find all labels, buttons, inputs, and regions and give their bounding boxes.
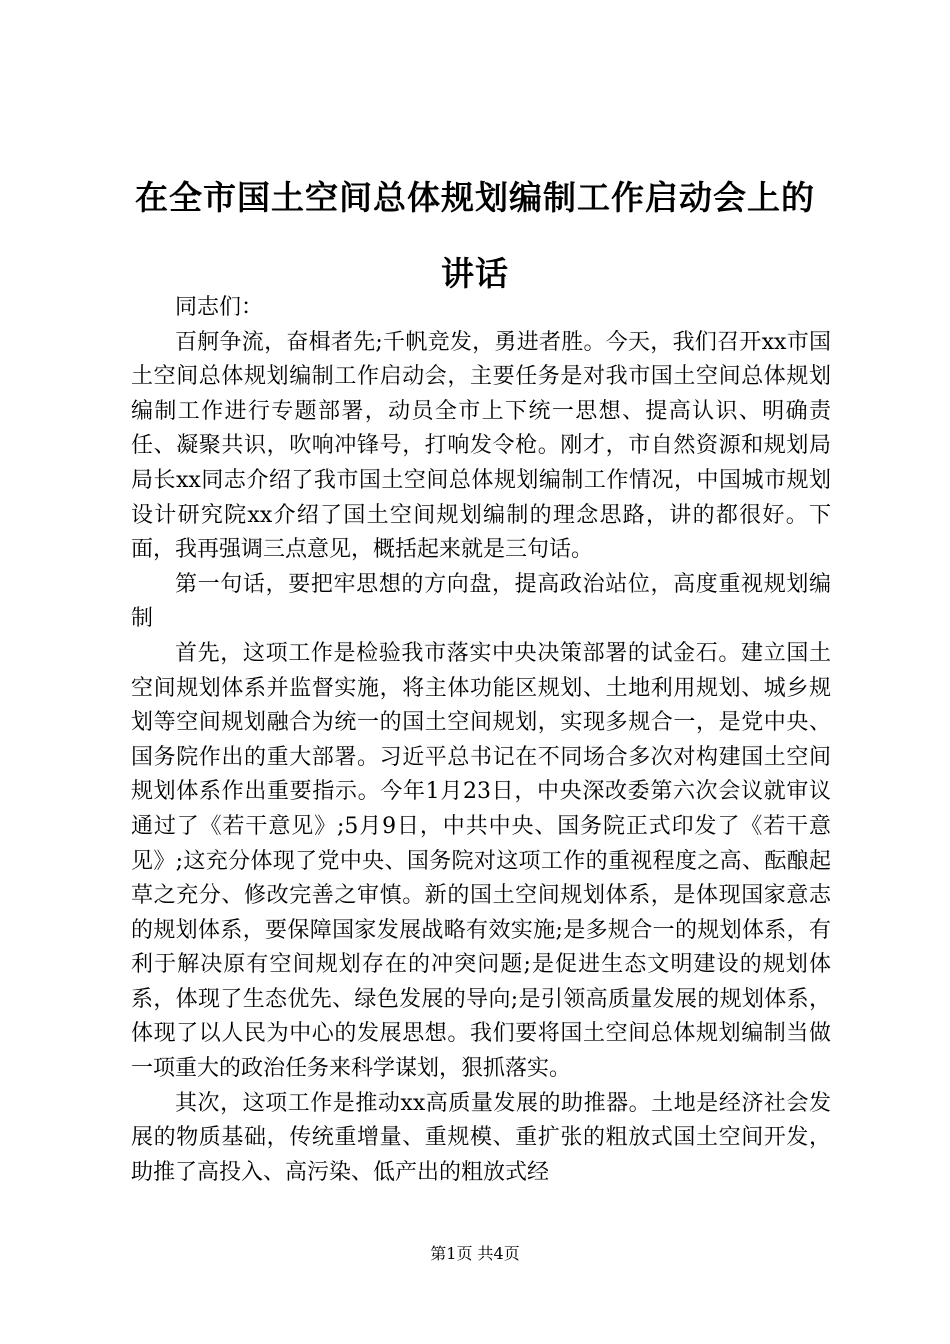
body-paragraph: 百舸争流，奋楫者先;千帆竞发，勇进者胜。今天，我们召开xx市国土空间总体规划编制工作启动会，主要任务是对我市国土空间总体规划编制工作进行专题部署，动员全市上下统一思想、提高认识、明确责任、凝聚共识，吹响冲锋号，打响发令枪。刚才，市自然资源和规划局局长xx同志介绍了我市国土空间总体规划编制工作情况，中国城市规划设计研究院xx介绍了国土空间规划编制的理念思路，讲的都很好。下面，我再强调三点意见，概括起来就是三句话。 [131,329,831,563]
document-title: 在全市国土空间总体规划编制工作启动会上的讲话 [135,178,815,293]
page-number-footer: 第1页 共4页 [430,1244,520,1263]
body-paragraph: 首先，这项工作是检验我市落实中央决策部署的试金石。建立国土空间规划体系并监督实施，将主体功能区规划、土地利用规划、城乡规划等空间规划融合为统一的国土空间规划，实现多规合一，是党中央、国务院作出的重大部署。习近平总书记在不同场合多次对构建国土空间规划体系作出重要指示。今年1月23日，中央深改委第六次会议就审议通过了《若干意见》;5月9日，中共中央、国务院正式印发了《若干意见》;这充分体现了党中央、国务院对这项工作的重视程度之高、酝酿起草之充分、修改完善之审慎。新的国土空间规划体系，是体现国家意志的规划体系，要保障国家发展战略有效实施;是多规合一的规划体系，有利于解决原有空间规划存在的冲突问题;是促进生态文明建设的规划体系，体现了生态优先、绿色发展的导向;是引领高质量发展的规划体系，体现了以人民为中心的发展思想。我们要将国土空间总体规划编制当做一项重大的政治任务来科学谋划，狠抓落实。 [131,640,831,1082]
body-paragraph: 其次，这项工作是推动xx高质量发展的助推器。土地是经济社会发展的物质基础，传统重增量、重规模、重扩张的粗放式国土空间开发，助推了高投入、高污染、低产出的粗放式经 [131,1090,831,1185]
section-heading-paragraph: 第一句话，要把牢思想的方向盘，提高政治站位，高度重视规划编制 [131,571,831,632]
salutation-paragraph: 同志们： [175,295,264,320]
document-body [131,291,831,1190]
